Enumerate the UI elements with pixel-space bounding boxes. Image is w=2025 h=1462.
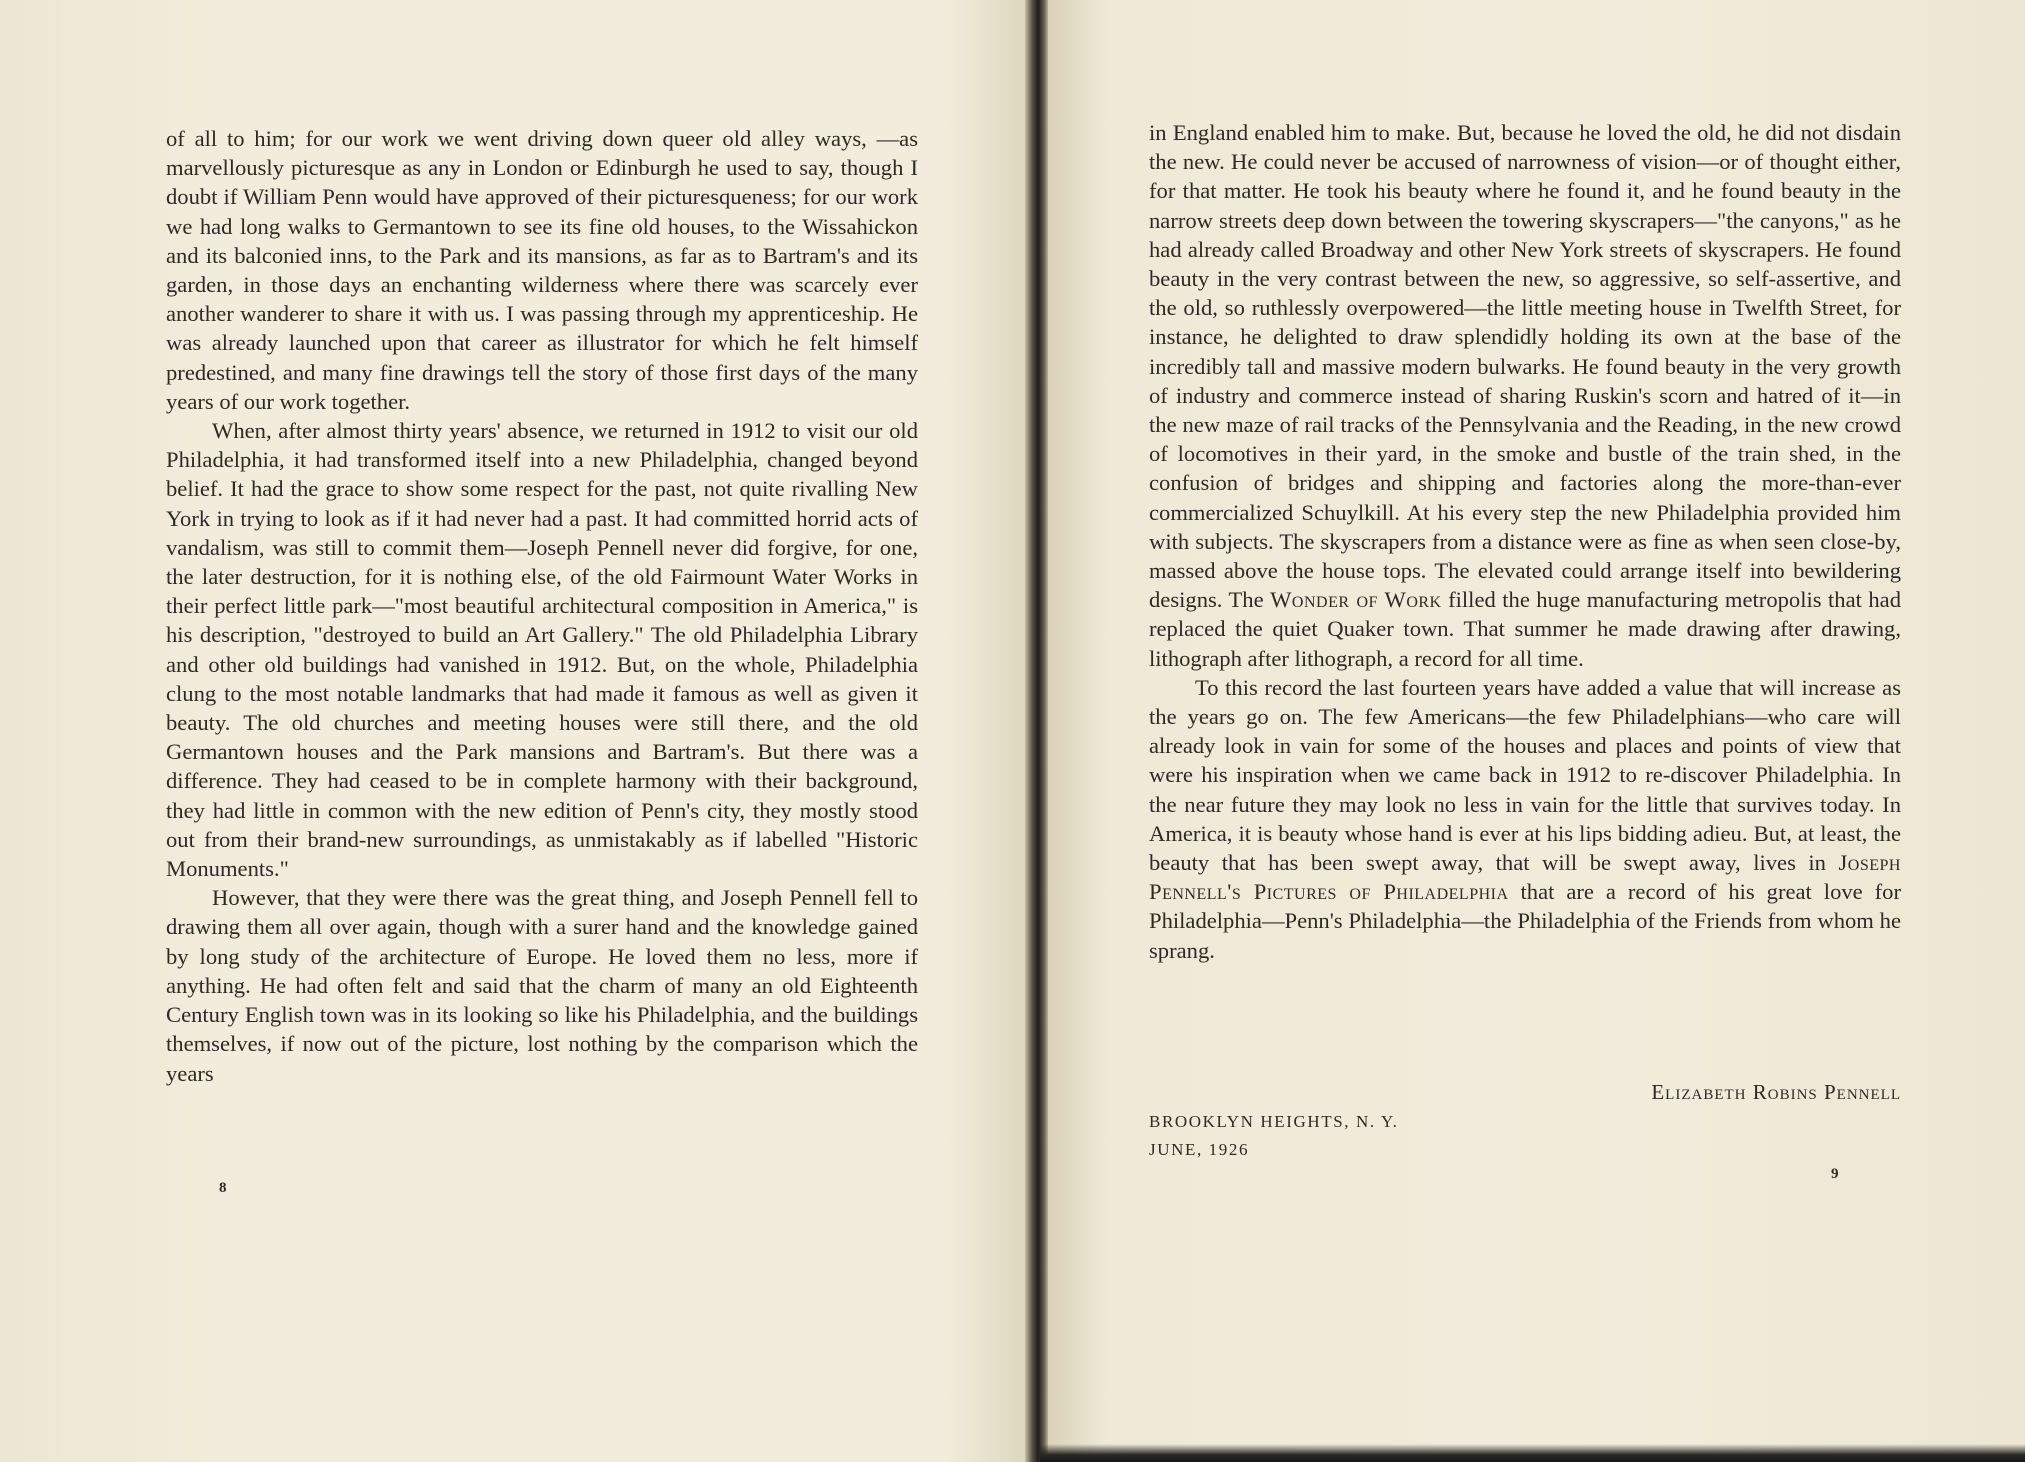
page-number: 9 [1831,1166,1839,1182]
paragraph-text: that are a record of his great love for Philadelphia—Penn's Philadelphia—the Philadelphia of the Friends from whom he sprang. [1149,879,1902,963]
paragraph [1149,118,1901,673]
small-caps-title: Wonder of Work [1270,587,1442,613]
paragraph [1149,673,1901,965]
author-signature: Elizabeth Robins Pennell [1651,1080,1901,1104]
paragraph-text: To this record the last fourteen years have added a value that will increase as the years go on. The few Americans—the few Philadelphians—who care will already look in vain for some of the houses and places and points of view that were his inspiration when we came back in 1912 to re-discover Philadelphia. In the near future they may look no less in vain for the little that survives today. In America, it is beauty whose hand is ever at his lips bidding adieu. But, at least, the beauty that has been swept away, that will be swept away, lives in [1149,674,1901,876]
page-number: 8 [219,1180,227,1196]
paragraph-text: filled the huge manufacturing metropolis that had replaced the quiet Quaker town. That summer he made drawing after drawing, lithograph after lithograph, a record for all time. [1149,587,1901,671]
book-edge-shadow [1040,1444,2025,1462]
paragraph-text: in England enabled him to make. But, because he loved the old, he did not disdain the new. He could never be accused of narrowness of vision—or of thought either, for that matter. He took his beauty where he found it, and he found beauty in the narrow streets deep down between the towering skyscrapers—"the canyons," as he had already called Broadway and other New York streets of skyscrapers. He found beauty in the very contrast between the new, so aggressive, so self-assertive, and the old, so ruthlessly overpowered—the little meeting house in Twelfth Street, for instance, he delighted to draw splendidly holding its own at the base of the incredibly tall and massive modern bulwarks. He found beauty in the very growth of industry and commerce instead of sharing Ruskin's scorn and hatred of it—in the new maze of rail tracks of the Pennsylvania and the Reading, in the new crowd of locomotives in their yard, in the smoke and bustle of the train shed, in the confusion of bridges and shipping and factories along the more-than-ever commercialized Schuylkill. At his every step the new Philadelphia provided him with subjects. The skyscrapers from a distance were as fine as when seen close-by, massed above the house tops. The elevated could arrange itself into bewildering designs. The [1149,120,1901,613]
book-gutter [1025,0,1049,1462]
right-page [1048,0,2025,1462]
paragraph: When, after almost thirty years' absence, we returned in 1912 to visit our old Philadelphia, it had transformed itself into a new Philadelphia, changed beyond belief. It had the grace to show some respect for the past, not quite rivalling New York in trying to look as if it had never had a past. It had committed horrid acts of vandalism, was still to commit them—Joseph Pennell never did forgive, for one, the later destruction, for it is nothing else, of the old Fairmount Water Works in their perfect little park—"most beautiful architectural composition in America," is his description, "destroyed to build an Art Gallery." The old Philadelphia Library and other old buildings had vanished in 1912. But, on the whole, Philadelphia clung to the most notable landmarks that had made it famous as well as given it beauty. The old churches and meeting houses were still there, and the old Germantown houses and the Park mansions and Bartram's. But there was a difference. They had ceased to be in complete harmony with their background, they had little in common with the new edition of Penn's city, they mostly stood out from their brand-new surroundings, as unmistakably as if labelled "Historic Monuments." [166,418,918,882]
paragraph: However, that they were there was the great thing, and Joseph Pennell fell to drawing them all over again, though with a surer hand and the knowledge gained by long study of the architecture of Europe. He loved them no less, more if anything. He had often felt and said that the charm of many an old Eighteenth Century English town was in its looking so like his Philadelphia, and the buildings themselves, if now out of the picture, lost nothing by the comparison which the years [166,885,918,1086]
place-line: BROOKLYN HEIGHTS, N. Y. [1149,1112,1399,1131]
paragraph: of all to him; for our work we went driving down queer old alley ways, —as marvellously picturesque as any in London or Edinburgh he used to say, though I doubt if William Penn would have approved of their picturesqueness; for our work we had long walks to Germantown to see its fine old houses, to the Wissahickon and its balconied inns, to the Park and its mansions, as far as to Bartram's and its garden, in those days an enchanting wilderness where there was scarcely ever another wanderer to share it with us. I was passing through my apprenticeship. He was already launched upon that career as illustrator for which he felt himself predestined, and many fine drawings tell the story of those first days of the many years of our work together. [166,126,918,414]
date-line: JUNE, 1926 [1149,1140,1250,1159]
right-page-text [1149,118,1901,965]
small-caps-title: Joseph Pennell's Pictures of Philadelphia [1149,850,1901,905]
left-page-text [166,124,918,1088]
